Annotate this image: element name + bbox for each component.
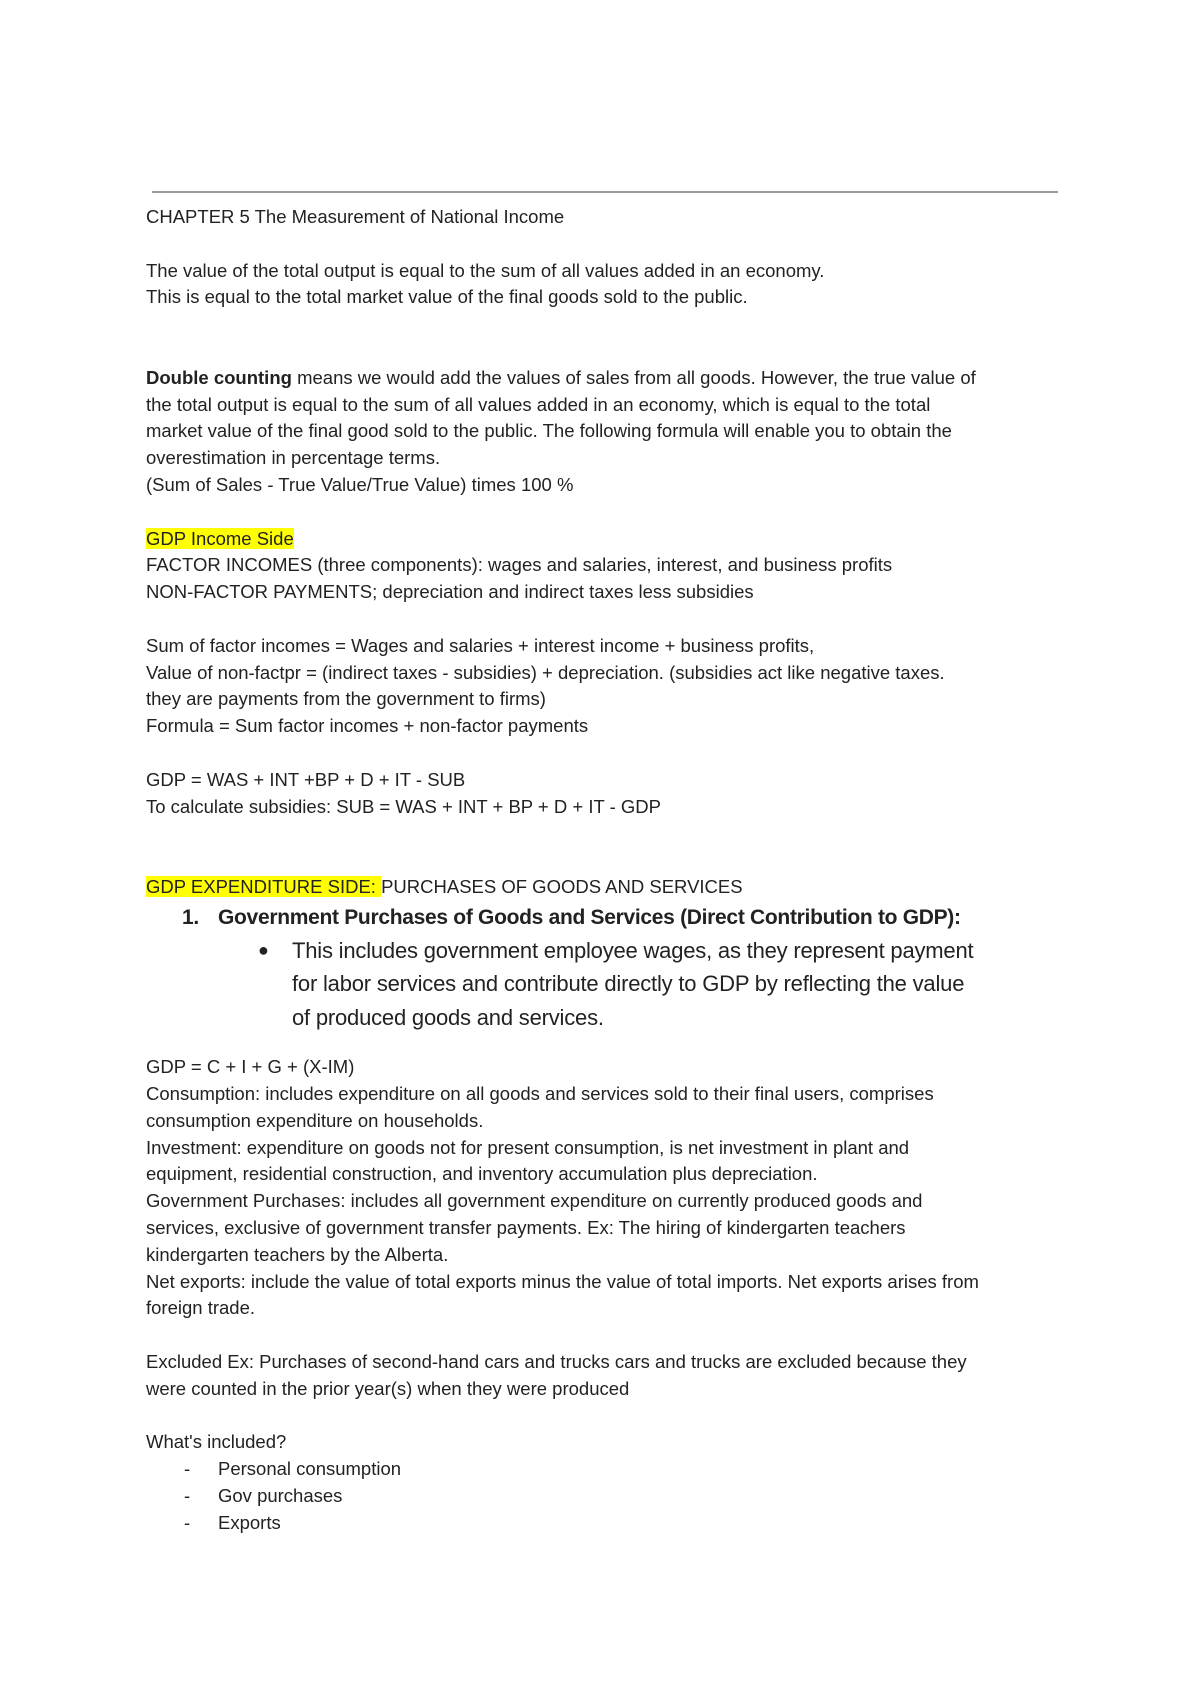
bullet-line-2: for labor services and contribute directly to GDP by reflecting the value <box>292 971 965 997</box>
included-item-3 <box>146 1510 1076 1537</box>
included-question: What's included? <box>146 1431 287 1453</box>
double-counting-line-4: overestimation in percentage terms. <box>146 447 441 469</box>
dash-icon: - <box>184 1484 191 1506</box>
expenditure-side-heading-line <box>146 874 1076 901</box>
expenditure-side-heading-rest: PURCHASES OF GOODS AND SERVICES <box>381 875 743 897</box>
included-item-1 <box>146 1456 1076 1483</box>
bullet-line-3: of produced goods and services. <box>292 1004 604 1030</box>
non-factor-value-line: Value of non-factpr = (indirect taxes - subsidies) + depreciation. (subsidies act like negative taxes. <box>146 661 945 683</box>
consumption-line-1: Consumption: includes expenditure on all goods and services sold to their final users, comprises <box>146 1083 934 1105</box>
subsidies-note-line: they are payments from the government to firms) <box>146 688 546 710</box>
included-item-2-text: Gov purchases <box>218 1484 343 1506</box>
double-counting-term: Double counting <box>146 366 292 388</box>
intro-line-2: This is equal to the total market value of the final goods sold to the public. <box>146 286 748 308</box>
double-counting-line-3: market value of the final good sold to the public. The following formula will enable you to obtain the <box>146 420 952 442</box>
consumption-line-2: consumption expenditure on households. <box>146 1109 484 1131</box>
expenditure-side-heading: GDP EXPENDITURE SIDE: <box>146 875 382 897</box>
government-purchases-line-2: services, exclusive of government transfer payments. Ex: The hiring of kindergarten teachers <box>146 1217 906 1238</box>
factor-incomes-line: FACTOR INCOMES (three components): wages and salaries, interest, and business profits <box>146 554 893 576</box>
gdp-expenditure-equation: GDP = C + I + G + (X-IM) <box>146 1056 355 1078</box>
bullet-line-1: This includes government employee wages, as they represent payment <box>292 937 974 963</box>
net-exports-line-1: Net exports: include the value of total exports minus the value of total imports. Net exports arises from <box>146 1270 979 1292</box>
government-purchases-line-3: kindergarten teachers by the Alberta. <box>146 1243 449 1265</box>
dash-icon: - <box>184 1511 191 1533</box>
sum-factor-incomes-line: Sum of factor incomes = Wages and salaries + interest income + business profits, <box>146 634 815 656</box>
bullet-icon: ● <box>258 939 269 960</box>
double-counting-text-1: means we would add the values of sales from all goods. However, the true value of <box>291 366 976 388</box>
horizontal-rule <box>152 191 1058 193</box>
investment-line-2: equipment, residential construction, and inventory accumulation plus depreciation. <box>146 1163 818 1185</box>
intro-line-1: The value of the total output is equal to the sum of all values added in an economy. <box>146 259 825 281</box>
included-item-3-text: Exports <box>218 1511 281 1533</box>
income-side-heading: GDP Income Side <box>146 527 294 549</box>
included-item-2 <box>146 1483 1076 1510</box>
dash-icon: - <box>184 1458 191 1480</box>
double-counting-line-1 <box>146 365 1076 392</box>
chapter-title: CHAPTER 5 The Measurement of National Income <box>146 206 565 227</box>
investment-line-1: Investment: expenditure on goods not for present consumption, is net investment in plant and <box>146 1136 910 1158</box>
income-formula-line: Formula = Sum factor incomes + non-factor payments <box>146 715 589 737</box>
government-purchases-line-1: Government Purchases: includes all government expenditure on currently produced goods and <box>146 1190 923 1212</box>
income-side-heading-line <box>146 526 1076 553</box>
bullet-item <box>258 934 1076 1035</box>
numbered-item-1 <box>182 901 1076 934</box>
numbered-item-1-text: Government Purchases of Goods and Services (Direct Contribution to GDP): <box>218 905 961 929</box>
numbered-item-1-number: 1. <box>182 905 199 929</box>
excluded-line-2: were counted in the prior year(s) when they were produced <box>146 1377 630 1399</box>
gdp-income-equation: GDP = WAS + INT +BP + D + IT - SUB <box>146 768 466 790</box>
net-exports-line-2: foreign trade. <box>146 1297 256 1319</box>
included-item-1-text: Personal consumption <box>218 1458 402 1480</box>
non-factor-payments-line: NON-FACTOR PAYMENTS; depreciation and indirect taxes less subsidies <box>146 581 754 603</box>
document-body <box>146 204 1076 1537</box>
double-counting-line-2: the total output is equal to the sum of all values added in an economy, which is equal to the total <box>146 393 931 415</box>
overestimation-formula: (Sum of Sales - True Value/True Value) times 100 % <box>146 473 574 495</box>
excluded-line-1: Excluded Ex: Purchases of second-hand cars and trucks cars and trucks are excluded because they <box>146 1350 967 1372</box>
subsidies-equation: To calculate subsidies: SUB = WAS + INT + BP + D + IT - GDP <box>146 795 661 817</box>
